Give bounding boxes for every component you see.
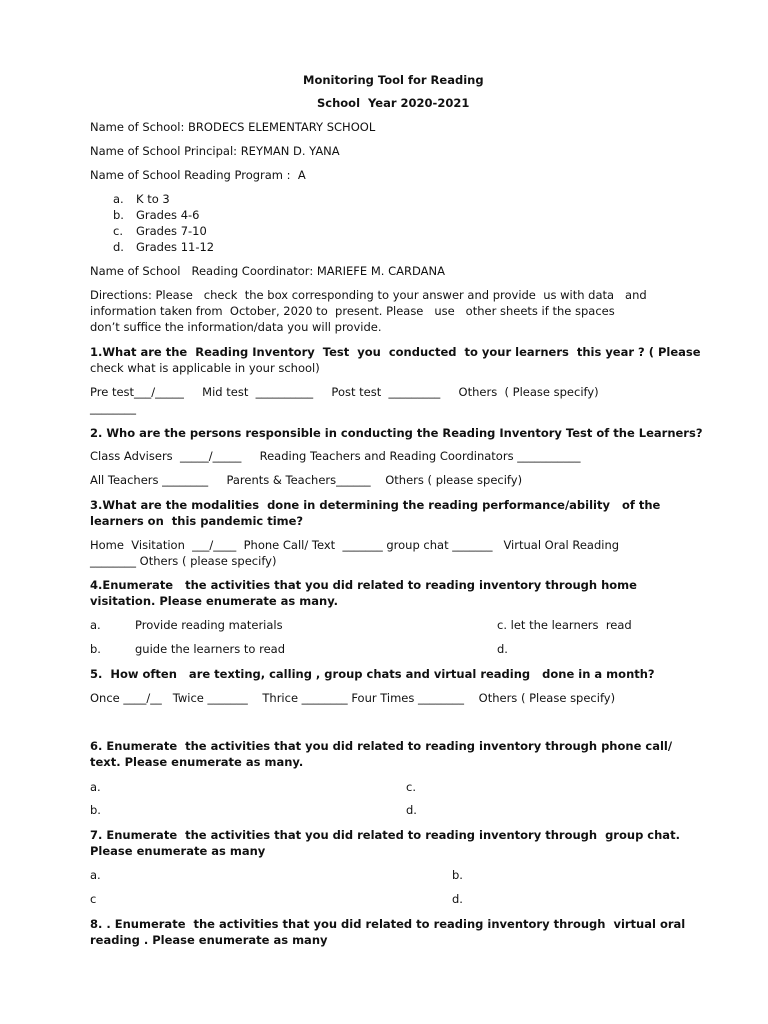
school-year: School Year 2020-2021 [317, 96, 470, 110]
question-3-answer: ________ Others ( please specify) [90, 554, 277, 568]
directions-line: don’t suffice the information/data you will provide. [90, 320, 382, 334]
answer-item: Provide reading materials [135, 618, 283, 632]
answer-letter: d. [497, 642, 508, 656]
program-option: Grades 7-10 [136, 224, 207, 238]
answer-letter: b. [452, 868, 463, 882]
program-option-letter: d. [113, 240, 124, 254]
document-title: Monitoring Tool for Reading [303, 73, 484, 87]
answer-letter: d. [452, 892, 463, 906]
question-3: 3.What are the modalities done in determining the reading performance/ability of the [90, 498, 661, 512]
answer-letter: c [90, 892, 97, 906]
program-option: Grades 11-12 [136, 240, 215, 254]
answer-letter: a. [90, 618, 101, 632]
question-2: 2. Who are the persons responsible in conducting the Reading Inventory Test of the Learners? [90, 426, 703, 440]
question-4: 4.Enumerate the activities that you did related to reading inventory through home [90, 578, 637, 592]
question-3: learners on this pandemic time? [90, 514, 304, 528]
program-option-letter: b. [113, 208, 124, 222]
question-6: text. Please enumerate as many. [90, 755, 304, 769]
question-1-answer: Pre test___/_____ Mid test __________ Post test _________ Others ( Please specify) [90, 385, 599, 399]
program-option: K to 3 [136, 192, 170, 206]
program-option-letter: a. [113, 192, 124, 206]
question-2-answer: Class Advisers _____/_____ Reading Teachers and Reading Coordinators ___________ [90, 449, 581, 463]
answer-letter: a. [90, 780, 101, 794]
school-principal: Name of School Principal: REYMAN D. YANA [90, 144, 340, 158]
reading-coordinator: Name of School Reading Coordinator: MARIEFE M. CARDANA [90, 264, 445, 278]
answer-item: guide the learners to read [135, 642, 286, 656]
directions-line: information taken from October, 2020 to present. Please use other sheets if the spaces [90, 304, 615, 318]
answer-letter: d. [406, 803, 417, 817]
answer-letter: a. [90, 868, 101, 882]
question-4: visitation. Please enumerate as many. [90, 594, 338, 608]
question-8: 8. . Enumerate the activities that you did related to reading inventory through virtual oral [90, 917, 686, 931]
question-3-answer: Home Visitation ___/____ Phone Call/ Text _______ group chat _______ Virtual Oral Reading [90, 538, 620, 552]
question-7: Please enumerate as many [90, 844, 266, 858]
reading-program: Name of School Reading Program : A [90, 168, 306, 182]
program-option-letter: c. [113, 224, 123, 238]
question-1: check what is applicable in your school) [90, 361, 320, 375]
answer-item: c. let the learners read [497, 618, 632, 632]
question-5-answer: Once ____/__ Twice _______ Thrice ________ Four Times ________ Others ( Please specify) [90, 691, 616, 705]
question-2-answer: All Teachers ________ Parents & Teachers______ Others ( please specify) [90, 473, 523, 487]
program-option: Grades 4-6 [136, 208, 200, 222]
answer-letter: c. [406, 780, 416, 794]
answer-letter: b. [90, 803, 101, 817]
question-1: 1.What are the Reading Inventory Test you conducted to your learners this year ? ( Please [90, 345, 701, 359]
school-name: Name of School: BRODECS ELEMENTARY SCHOOL [90, 120, 376, 134]
question-5: 5. How often are texting, calling , group chats and virtual reading done in a month? [90, 667, 655, 681]
question-8: reading . Please enumerate as many [90, 933, 328, 947]
answer-letter: b. [90, 642, 101, 656]
question-7: 7. Enumerate the activities that you did related to reading inventory through group chat. [90, 828, 680, 842]
question-1-answer: ________ [90, 401, 136, 415]
directions-line: Directions: Please check the box corresponding to your answer and provide us with data and [90, 288, 647, 302]
question-6: 6. Enumerate the activities that you did related to reading inventory through phone call/ [90, 739, 673, 753]
